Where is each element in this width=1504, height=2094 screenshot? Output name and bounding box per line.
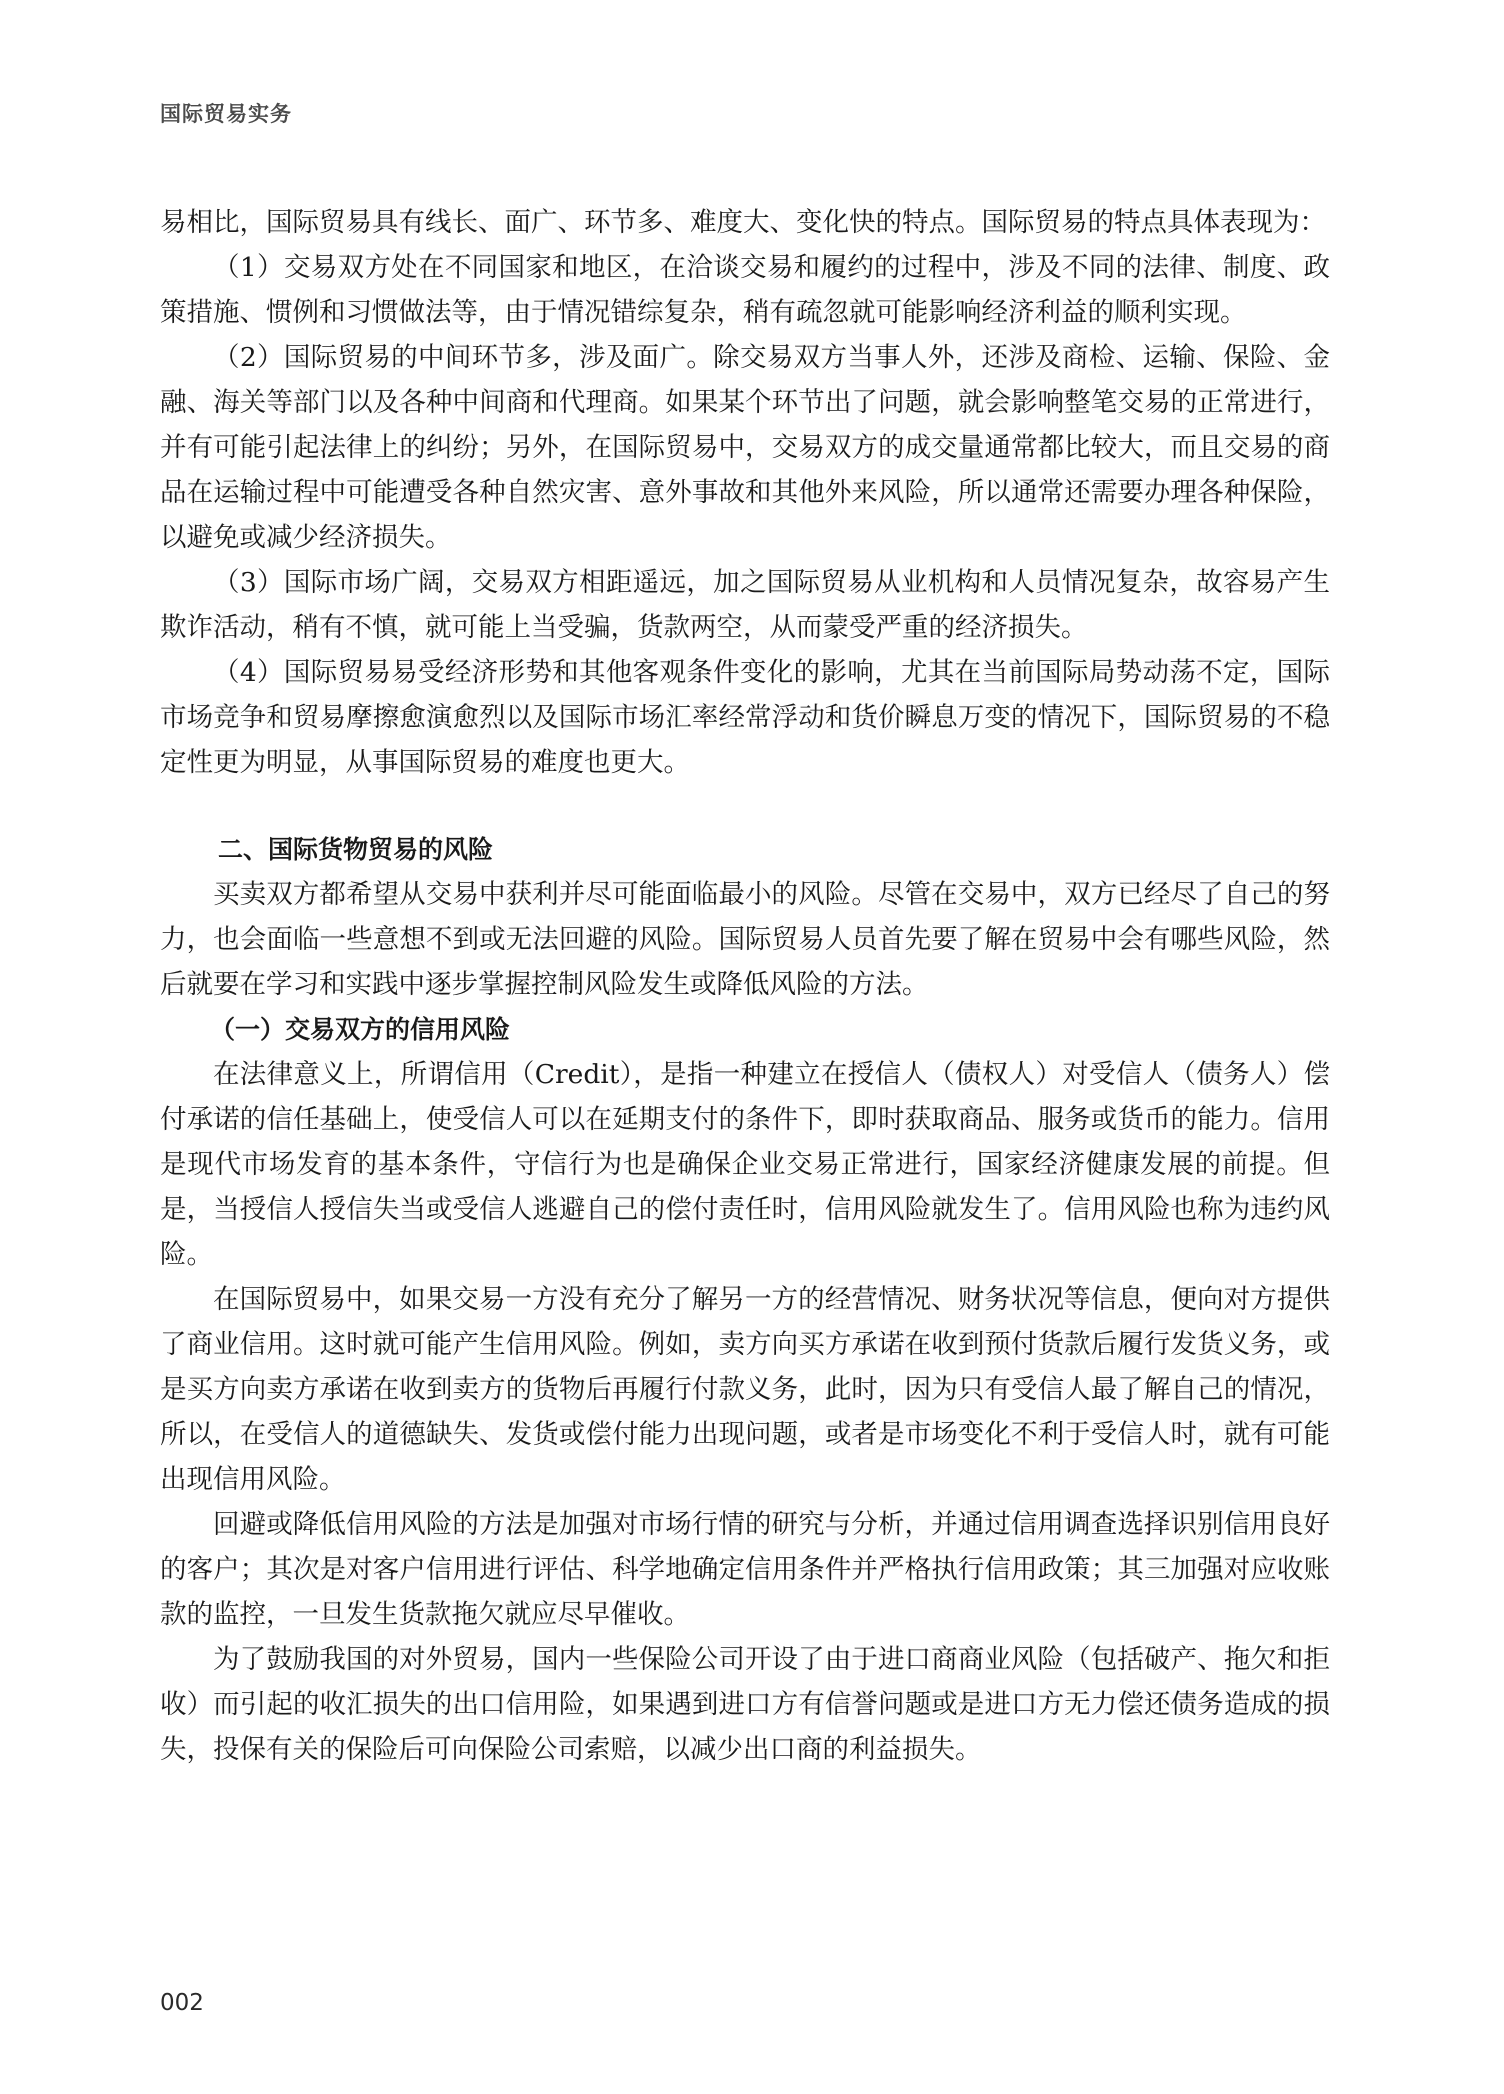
credit-risk-example-paragraph: 在国际贸易中，如果交易一方没有充分了解另一方的经营情况、财务状况等信息，便向对方提供了商业信用。这时就可能产生信用风险。例如，卖方向买方承诺在收到预付货款后履行发货义务，或是买方向卖方承诺在收到卖方的货物后再履行付款义务，此时，因为只有受信人最了解自己的情况，所以，在受信人的道德缺失、发货或偿付能力出现问题，或者是市场变化不利于受信人时，就有可能出现信用风险。 bbox=[160, 1284, 1330, 1495]
section-heading: 二、国际货物贸易的风险 bbox=[218, 835, 494, 864]
subsection-heading: （一）交易双方的信用风险 bbox=[210, 1015, 511, 1044]
page-body bbox=[160, 200, 1330, 1772]
export-credit-insurance-paragraph: 为了鼓励我国的对外贸易，国内一些保险公司开设了由于进口商商业风险（包括破产、拖欠和拒收）而引起的收汇损失的出口信用险，如果遇到进口方有信誉问题或是进口方无力偿还债务造成的损失，投保有关的保险后可向保险公司索赔，以减少出口商的利益损失。 bbox=[160, 1644, 1330, 1765]
running-header-title: 国际贸易实务 bbox=[160, 102, 292, 126]
feature-point-1: （1）交易双方处在不同国家和地区，在洽谈交易和履约的过程中，涉及不同的法律、制度、政策措施、惯例和习惯做法等，由于情况错综复杂，稍有疏忽就可能影响经济利益的顺利实现。 bbox=[160, 252, 1330, 328]
page-number: 002 bbox=[160, 1990, 204, 2016]
risk-mitigation-paragraph: 回避或降低信用风险的方法是加强对市场行情的研究与分析，并通过信用调查选择识别信用良好的客户；其次是对客户信用进行评估、科学地确定信用条件并严格执行信用政策；其三加强对应收账款的监控，一旦发生货款拖欠就应尽早催收。 bbox=[160, 1509, 1330, 1630]
credit-definition-paragraph: 在法律意义上，所谓信用（Credit），是指一种建立在授信人（债权人）对受信人（债务人）偿付承诺的信任基础上，使受信人可以在延期支付的条件下，即时获取商品、服务或货币的能力。信用是现代市场发育的基本条件，守信行为也是确保企业交易正常进行，国家经济健康发展的前提。但是，当授信人授信失当或受信人逃避自己的偿付责任时，信用风险就发生了。信用风险也称为违约风险。 bbox=[160, 1059, 1330, 1270]
intro-paragraph: 易相比，国际贸易具有线长、面广、环节多、难度大、变化快的特点。国际贸易的特点具体表现为： bbox=[160, 207, 1326, 238]
feature-point-4: （4）国际贸易易受经济形势和其他客观条件变化的影响，尤其在当前国际局势动荡不定，国际市场竞争和贸易摩擦愈演愈烈以及国际市场汇率经常浮动和货价瞬息万变的情况下，国际贸易的不稳定性更为明显，从事国际贸易的难度也更大。 bbox=[160, 657, 1330, 778]
feature-point-3: （3）国际市场广阔，交易双方相距遥远，加之国际贸易从业机构和人员情况复杂，故容易产生欺诈活动，稍有不慎，就可能上当受骗，货款两空，从而蒙受严重的经济损失。 bbox=[160, 567, 1330, 643]
section-intro-paragraph: 买卖双方都希望从交易中获利并尽可能面临最小的风险。尽管在交易中，双方已经尽了自己的努力，也会面临一些意想不到或无法回避的风险。国际贸易人员首先要了解在贸易中会有哪些风险，然后就要在学习和实践中逐步掌握控制风险发生或降低风险的方法。 bbox=[160, 879, 1330, 1000]
feature-point-2: （2）国际贸易的中间环节多，涉及面广。除交易双方当事人外，还涉及商检、运输、保险、金融、海关等部门以及各种中间商和代理商。如果某个环节出了问题，就会影响整笔交易的正常进行，并有可能引起法律上的纠纷；另外，在国际贸易中，交易双方的成交量通常都比较大，而且交易的商品在运输过程中可能遭受各种自然灾害、意外事故和其他外来风险，所以通常还需要办理各种保险，以避免或减少经济损失。 bbox=[160, 342, 1330, 553]
